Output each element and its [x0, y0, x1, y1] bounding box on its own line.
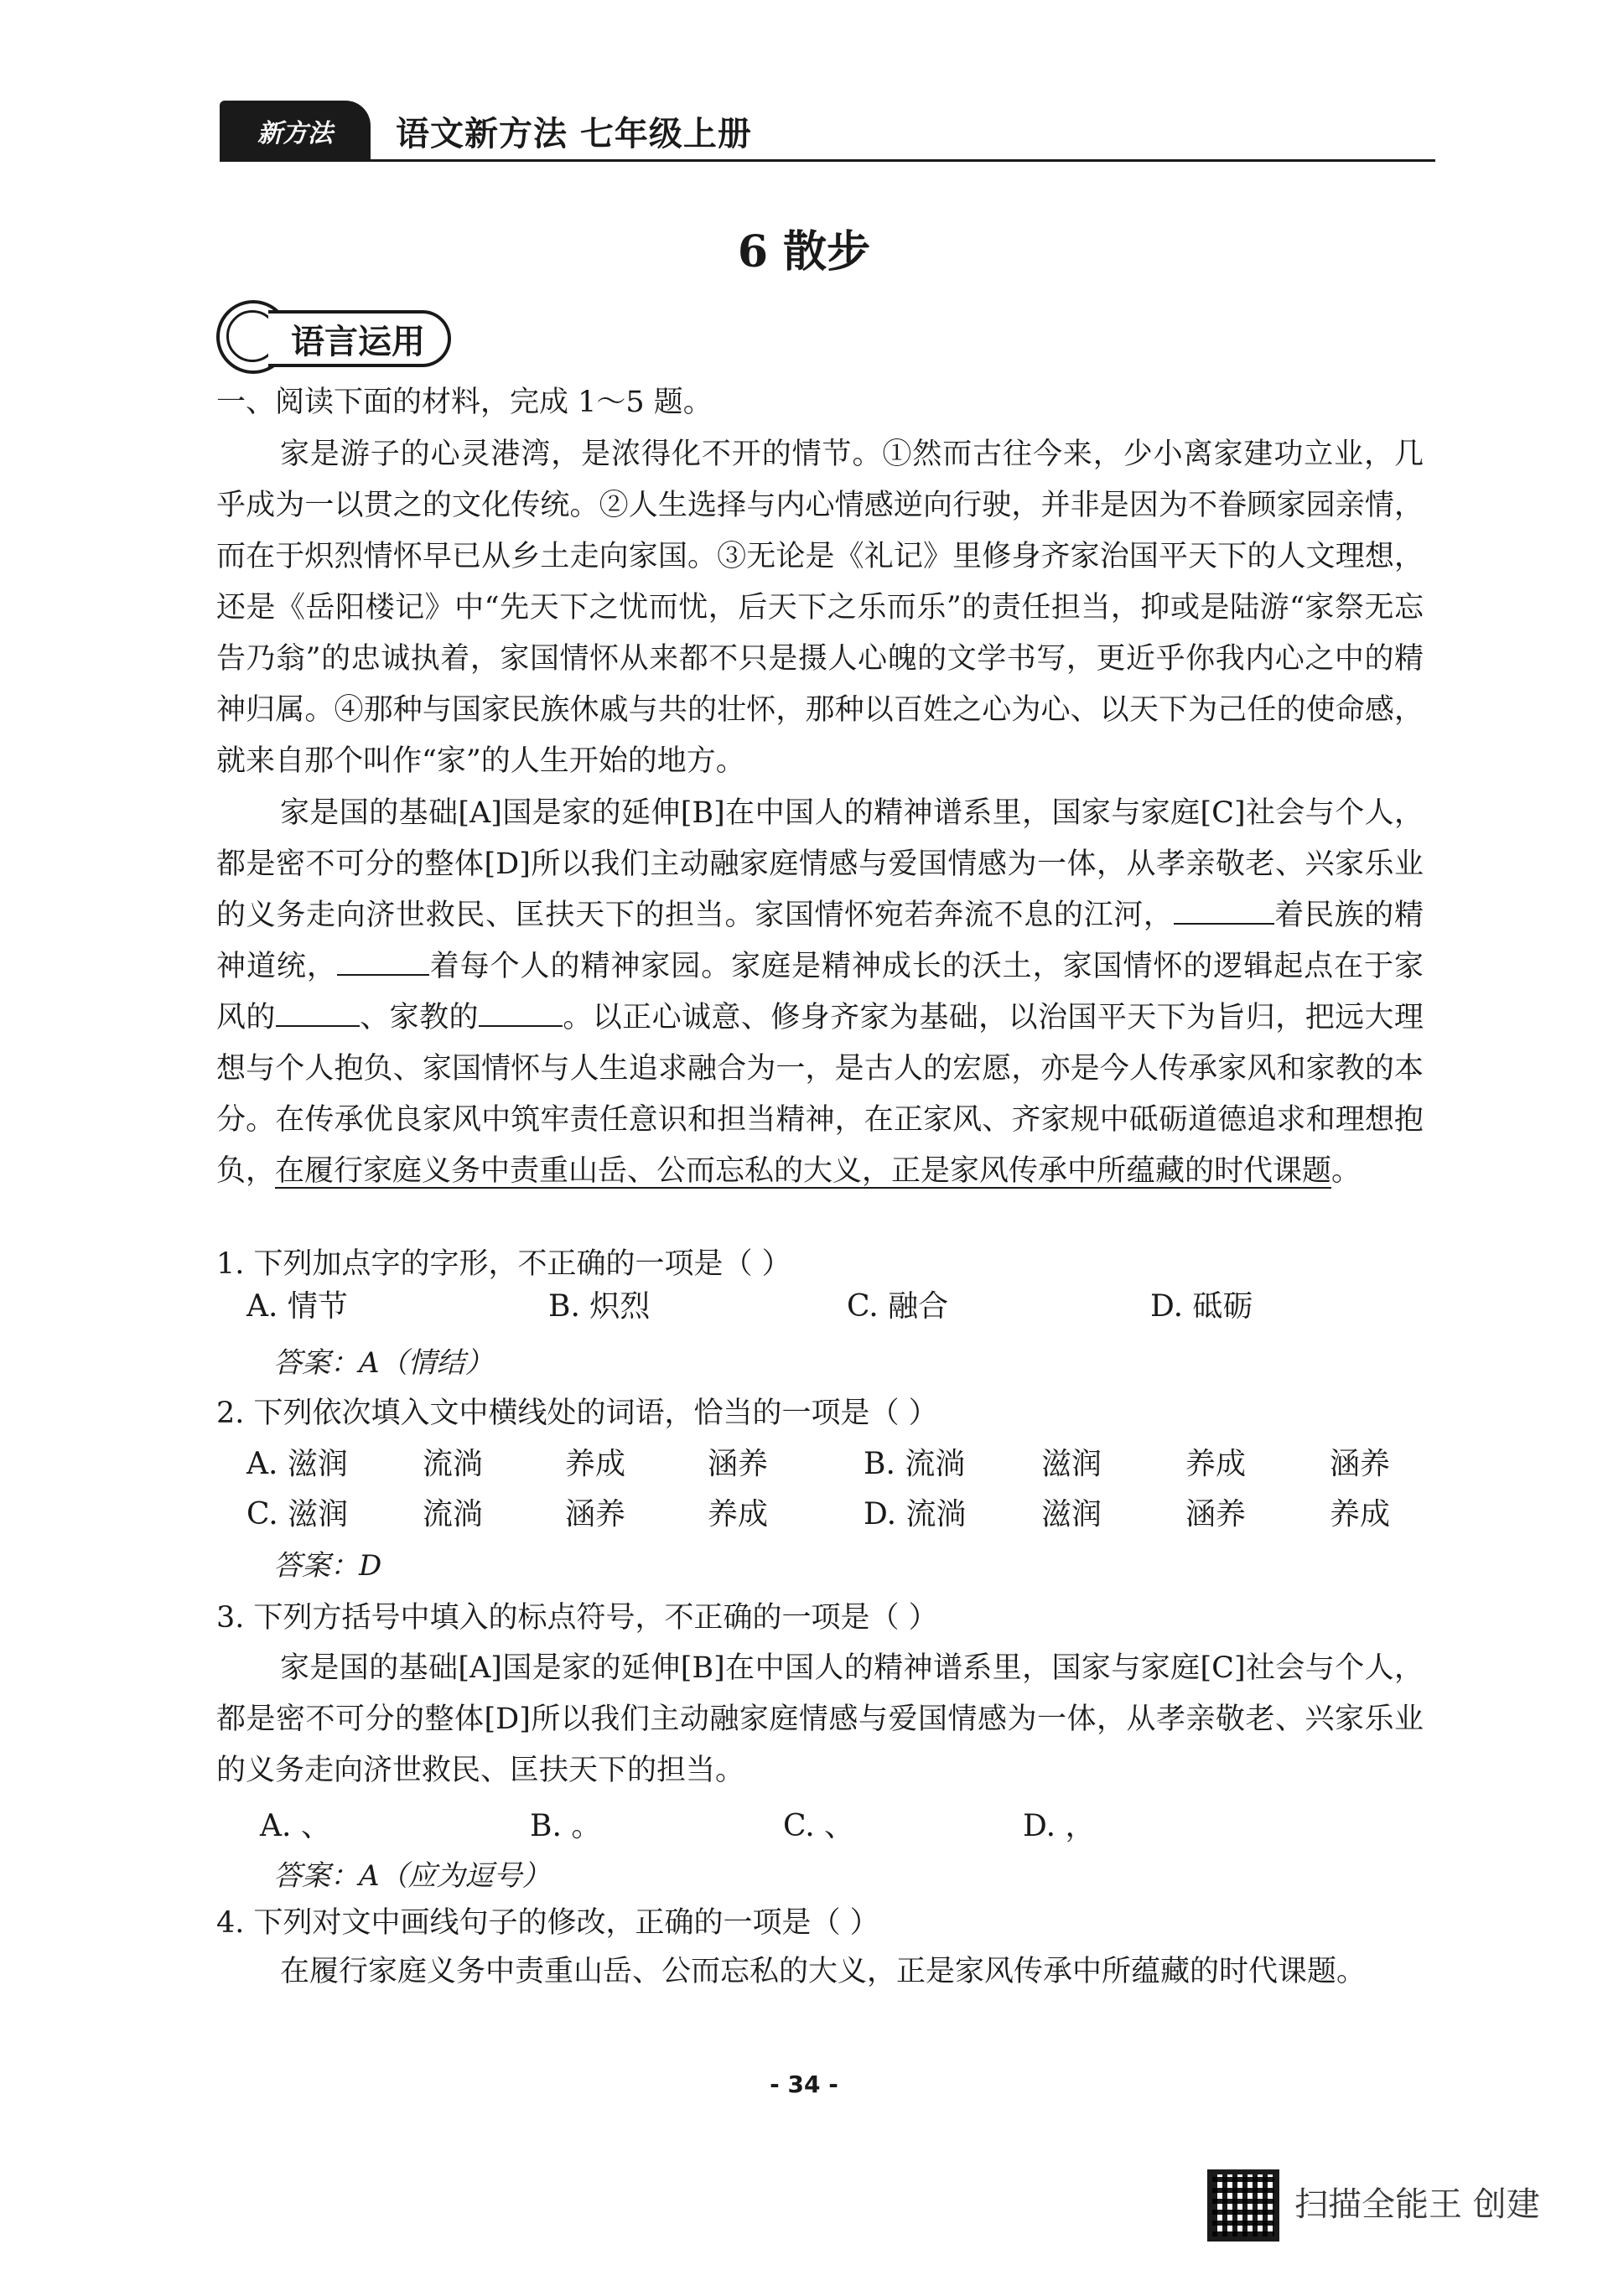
question-1-option-d: D. 砥砺 [1150, 1289, 1253, 1324]
publisher-logo: 新方法 [220, 101, 371, 161]
section-badge-label: 语言运用 [268, 310, 451, 367]
header-divider [220, 159, 1435, 162]
question-2-cell: 流淌 [423, 1497, 484, 1532]
question-2-cell: B. 流淌 [864, 1447, 966, 1481]
question-2-cell: A. 滋润 [246, 1447, 348, 1481]
question-2-answer: 答案：D [273, 1549, 382, 1583]
question-1-stem: 1. 下列加点字的字形，不正确的一项是（ ） [216, 1247, 791, 1281]
question-2-cell: 滋润 [1041, 1497, 1102, 1532]
question-2-stem: 2. 下列依次填入文中横线处的词语，恰当的一项是（ ） [216, 1397, 938, 1430]
question-3-option-d: D. ， [1023, 1809, 1096, 1843]
question-2-cell: 养成 [1330, 1497, 1391, 1532]
question-2-cell: 养成 [708, 1497, 769, 1532]
question-1-option-a: A. 情节 [246, 1289, 348, 1324]
question-2-cell: 滋润 [1041, 1447, 1102, 1481]
question-2-cell: 涵养 [565, 1497, 626, 1532]
fill-blank-1 [1174, 894, 1274, 925]
question-1-option-b: B. 炽烈 [548, 1289, 651, 1324]
question-1-answer: 答案：A（情结） [273, 1346, 494, 1380]
passage-paragraph-1: 家是游子的心灵港湾，是浓得化不开的情节。①然而古往今来，少小离家建功立业，几乎成为一以贯之的文化传统。②人生选择与内心情感逆向行驶，并非是因为不眷顾家园亲情，而在于炽烈情怀早已从乡土走向家国。③无论是《礼记》里修身齐家治国平天下的人文理想，还是《岳阳楼记》中“先天下之忧而忧，后天下之乐而乐”的责任担当，抑或是陆游“家祭无忘告乃翁”的忠诚执着，家国情怀从来都不只是摄人心魄的文学书写，更近乎你我内心之中的精神归属。④那种与国家民族休戚与共的壮怀，那种以百姓之心为心、以天下为己任的使命感，就来自那个叫作“家”的人生开始的地方。 [216, 438, 1424, 778]
fill-blank-2 [337, 946, 429, 976]
question-4-sentence: 在履行家庭义务中责重山岳、公而忘私的大义，正是家风传承中所蕴藏的时代课题。 [280, 1955, 1367, 1988]
book-header-title: 语文新方法 七年级上册 [396, 115, 752, 153]
question-3-option-a: A. 、 [260, 1809, 331, 1843]
question-3-stem: 3. 下列方括号中填入的标点符号，不正确的一项是（ ） [216, 1601, 938, 1635]
question-3-option-c: C. 、 [783, 1809, 855, 1843]
question-3-passage: 家是国的基础[A]国是家的延伸[B]在中国人的精神谱系里，国家与家庭[C]社会与个人，都是密不可分的整体[D]所以我们主动融家庭情感与爱国情感为一体，从孝亲敬老、兴家乐业的义务走向济世救民、匡扶天下的担当。 [216, 1651, 1424, 1787]
underlined-sentence: 在履行家庭义务中责重山岳、公而忘私的大义，正是家风传承中所蕴藏的时代课题 [275, 1154, 1332, 1188]
question-1-option-c: C. 融合 [847, 1289, 949, 1324]
question-2-cell: 涵养 [1185, 1497, 1247, 1532]
reading-instruction: 一、阅读下面的材料，完成 1～5 题。 [216, 386, 713, 419]
section-badge [216, 300, 453, 369]
question-2-cell: 养成 [1185, 1447, 1247, 1481]
question-2-cell: D. 流淌 [864, 1497, 967, 1532]
question-3-option-b: B. 。 [530, 1809, 602, 1843]
passage-paragraph-2: 家是国的基础[A]国是家的延伸[B]在中国人的精神谱系里，国家与家庭[C]社会与个人，都是密不可分的整体[D]所以我们主动融家庭情感与爱国情感为一体，从孝亲敬老、兴家乐业的义务走向济世救民、匡扶天下的担当。家国情怀宛若奔流不息的江河， 着民族的精神道统， 着每个人的精神家园。家庭是精神成长的沃土，家国情怀的逻辑起点在于家风的 、家教的 。以正心诚意、修身齐家为基础，以治国平天下为旨归，把远大理想与个人抱负、家国情怀与人生追求融合为一，是古人的宏愿，亦是今人传承家风和家教的本分。在传承优良家风中筑牢责任意识和担当精神，在正家风、齐家规中砥砺道德追求和理想抱负，在履行家庭义务中责重山岳、公而忘私的大义，正是家风传承中所蕴藏的时代课题。 [216, 796, 1424, 1188]
fill-blank-3 [276, 997, 360, 1027]
question-3-answer: 答案：A（应为逗号） [273, 1859, 551, 1893]
scanner-watermark: 扫描全能王 创建 [1294, 2185, 1540, 2224]
question-2-cell: C. 滋润 [246, 1497, 349, 1532]
question-2-cell: 涵养 [1330, 1447, 1391, 1481]
qr-code-icon [1207, 2169, 1279, 2242]
question-2-cell: 流淌 [423, 1447, 484, 1481]
lesson-title: 6 散步 [737, 226, 871, 277]
fill-blank-4 [479, 997, 563, 1027]
page-number: - 34 - [770, 2071, 838, 2098]
question-2-cell: 养成 [565, 1447, 626, 1481]
question-4-stem: 4. 下列对文中画线句子的修改，正确的一项是（ ） [216, 1906, 879, 1940]
question-2-cell: 涵养 [708, 1447, 769, 1481]
